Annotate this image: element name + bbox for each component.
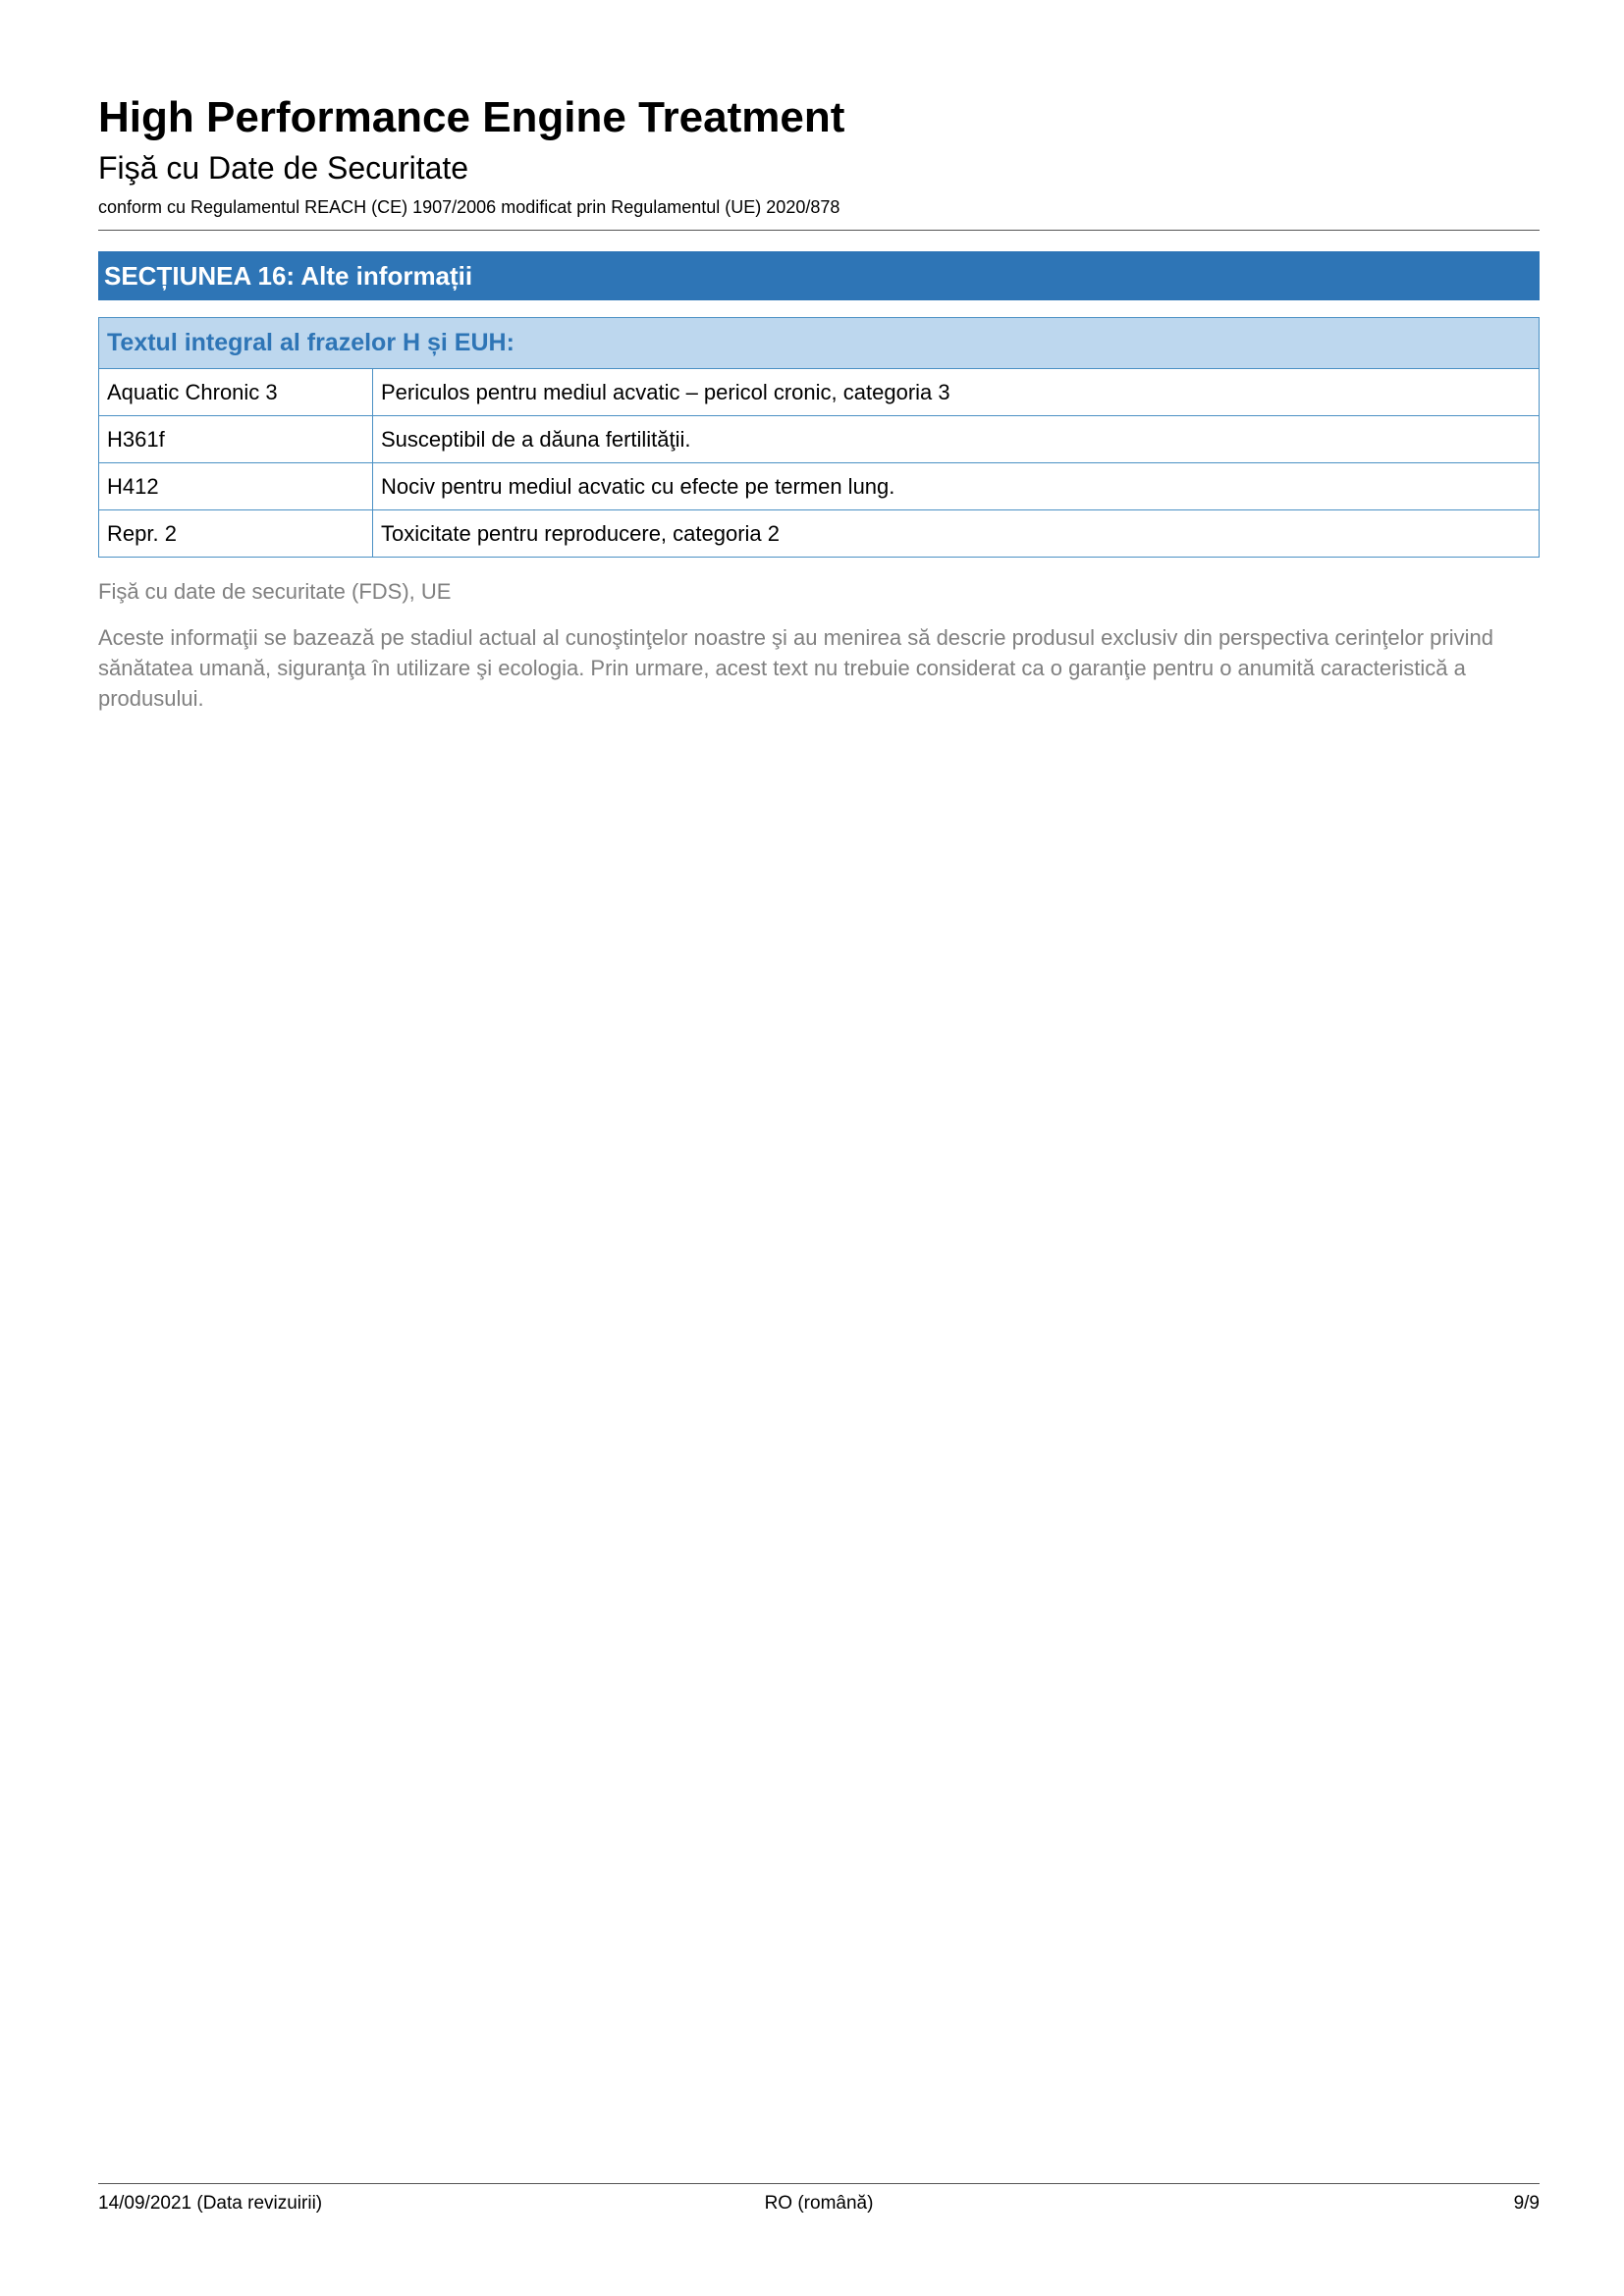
- phrase-code: H361f: [99, 416, 373, 463]
- phrase-text: Susceptibil de a dăuna fertilităţii.: [373, 416, 1540, 463]
- footer-language: RO (română): [764, 2193, 874, 2214]
- sds-type-note: Fişă cu date de securitate (FDS), UE: [98, 579, 452, 604]
- phrase-code: H412: [99, 463, 373, 510]
- phrase-text: Periculos pentru mediul acvatic – pericol cronic, categoria 3: [373, 369, 1540, 416]
- footer-page-number: 9/9: [1513, 2193, 1540, 2214]
- table-header-row: [99, 318, 1540, 369]
- phrase-code: Repr. 2: [99, 510, 373, 558]
- table-heading: Textul integral al frazelor H și EUH:: [99, 318, 1540, 369]
- footer-divider: [98, 2183, 1540, 2184]
- table-row: [99, 510, 1540, 558]
- table-row: [99, 463, 1540, 510]
- section-heading: SECȚIUNEA 16: Alte informații: [98, 251, 1540, 300]
- document-title: High Performance Engine Treatment: [98, 93, 845, 141]
- disclaimer-text: Aceste informaţii se bazează pe stadiul actual al cunoştinţelor noastre şi au menirea să descrie produsul exclusiv din perspectiva cerinţelor privind sănătatea umană, siguranţa în utilizare şi ecologia. Prin urmare, acest text nu trebuie considerat ca o garanţie pentru o anumită caracteristică a produsului.: [98, 625, 1493, 711]
- regulation-reference: conform cu Regulamentul REACH (CE) 1907/2006 modificat prin Regulamentul (UE) 2020/878: [98, 196, 840, 217]
- phrase-text: Nociv pentru mediul acvatic cu efecte pe termen lung.: [373, 463, 1540, 510]
- phrase-text: Toxicitate pentru reproducere, categoria 2: [373, 510, 1540, 558]
- document-subtitle: Fişă cu Date de Securitate: [98, 149, 469, 186]
- document-header: [98, 93, 1540, 218]
- table-row: [99, 369, 1540, 416]
- phrase-code: Aquatic Chronic 3: [99, 369, 373, 416]
- notes-block: [98, 576, 1540, 729]
- hazard-phrases-table: [98, 317, 1540, 558]
- header-divider: [98, 230, 1540, 231]
- table-row: [99, 416, 1540, 463]
- footer-revision-date: 14/09/2021 (Data revizuirii): [98, 2193, 323, 2214]
- page-footer: [98, 2191, 1540, 2216]
